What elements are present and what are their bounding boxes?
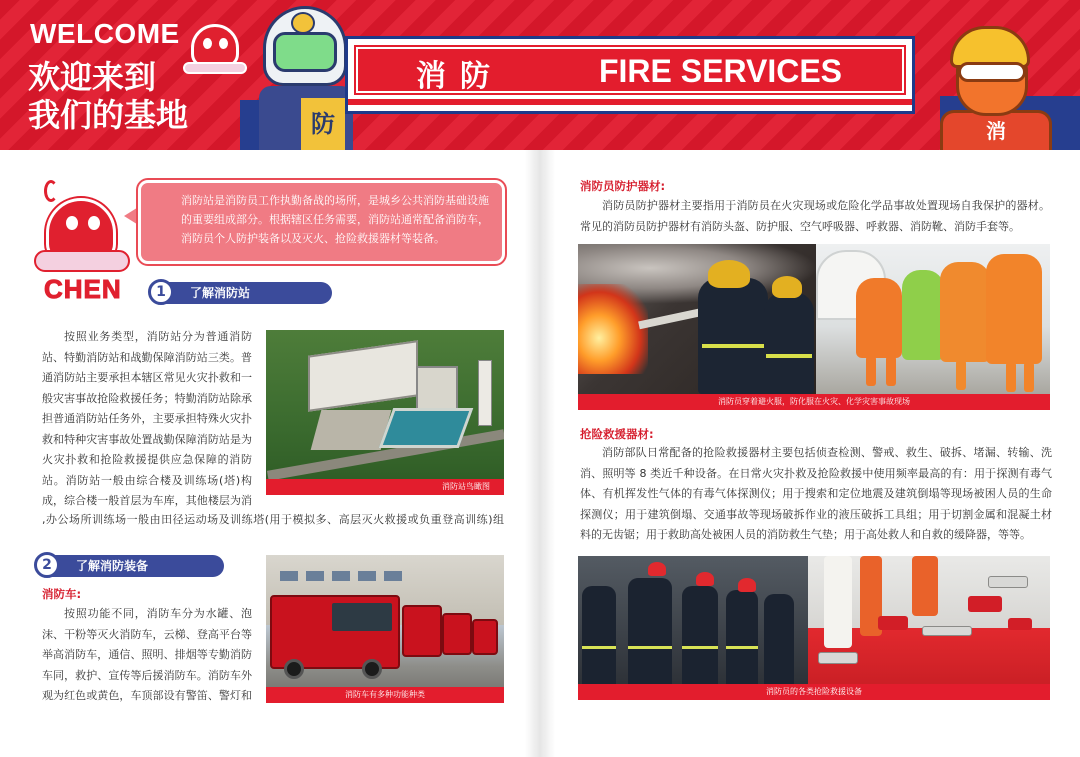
- fire-truck-body: 按照功能不同，消防车分为水罐、泡沫、干粉等灭火消防车，云梯、登高平台等举高消防车，通信、照明、排烟等专勤消防车同，救护、宣传等后援消防车。消防车外观为红色或黄色，车顶部设有警笛、警灯和: [42, 607, 252, 702]
- section-2-heading: [42, 555, 224, 577]
- photo-caption: 消防站鸟瞰图: [266, 479, 504, 495]
- welcome-title: WELCOME: [30, 18, 180, 49]
- fire-trucks-photo: [266, 555, 504, 703]
- mascot-head-illustration: [183, 22, 247, 76]
- photo-caption: 消防员的各类抢险救援设备: [578, 684, 1050, 700]
- photo-caption: 消防员穿着避火服，防化服在火灾、化学灾害事故现场: [578, 394, 1050, 410]
- photo-caption: 消防车有多种功能种类: [266, 687, 504, 703]
- firefighter-mascot-illustration: [930, 20, 1060, 150]
- section-number: 1: [148, 279, 174, 305]
- welcome-subtitle: [28, 58, 188, 134]
- fire-truck-subhead: 消防车:: [42, 587, 82, 601]
- title-cn: 消防: [416, 59, 504, 94]
- title-en: FIRE SERVICES: [598, 53, 842, 89]
- mascot-name: CHEN: [44, 274, 122, 304]
- protective-gear-body: 消防员防护器材主要指用于消防员在火灾现场或危险化学品事故处置现场自我保护的器材。常见的消防员防护器材有消防头盔、防护服、空气呼吸器、呼救器、消防靴、消防手套等。: [580, 199, 1050, 233]
- firefighter-suit-text: 消: [940, 110, 1052, 150]
- section-1-heading: [156, 282, 332, 304]
- robot-vest-text: 防: [301, 98, 345, 150]
- fire-station-aerial-photo: [266, 330, 504, 495]
- welcome-line-1: 欢迎来到: [28, 58, 157, 96]
- welcome-line-2: 我们的基地: [28, 96, 189, 134]
- section-1-body-top: 按照业务类型，消防站分为普通消防站、特勤消防站和战勤保障消防站三类。普通消防站主要承担本辖区常见火灾扑救和一般灾害事故抢险救援任务；特勤消防站除承担普通消防站任务外，主要承担特殊火灾扑救和特种灾害事故处置战勤保障消防站是为火灾扑救和抢险救援提供应急保障的消防站。消防站一般由综合楼及训练场(塔)构成，综合楼一般首层为车库，其他楼层为消: [42, 330, 252, 507]
- rescue-equipment-subhead: 抢险救援器材:: [580, 427, 654, 441]
- section-number: 2: [34, 552, 60, 578]
- intro-speech-bubble: 消防站是消防员工作执勤备战的场所，是城乡公共消防基础设施的重要组成部分。根据辖区任务需要，消防站通常配备消防车，消防员个人防护装备以及灭火、抢险救援器材等装备。: [138, 180, 505, 264]
- title-banner: [345, 36, 915, 114]
- section-title: 了解消防装备: [76, 559, 149, 573]
- section-1-body-bottom: ,办公场所训练场一般由田径运动场及训练塔(用于模拟多、高层灭火救援或负重登高训练)组: [42, 513, 504, 526]
- chen-mascot-illustration: [30, 180, 140, 310]
- section-title: 了解消防站: [190, 286, 251, 300]
- protective-gear-subhead: 消防员防护器材:: [580, 179, 666, 193]
- rescue-equipment-body: 消防部队日常配备的抢险救援器材主要包括侦查检测、警戒、救生、破拆、堵漏、转输、洗消、照明等 8 类近千种设备。在日常火灾扑救及抢险救援中使用频率最高的有：用于探测有毒气体、有机挥发性气体的有毒气体探测仪；用于搜索和定位地震及建筑倒塌等现场被困人员的生命探测仪；用于建筑倒塌、交通事故等现场破拆作业的液压破拆工具组；用于切割金属和混凝土材料的无齿锯；用于救助高处被困人员的消防救生气垫；用于高处救人和自救的缓降器，等等。: [580, 446, 1052, 541]
- rescue-equipment-photo: [578, 556, 1050, 700]
- protective-gear-photo: [578, 244, 1050, 410]
- book-spine-shadow: [525, 150, 555, 757]
